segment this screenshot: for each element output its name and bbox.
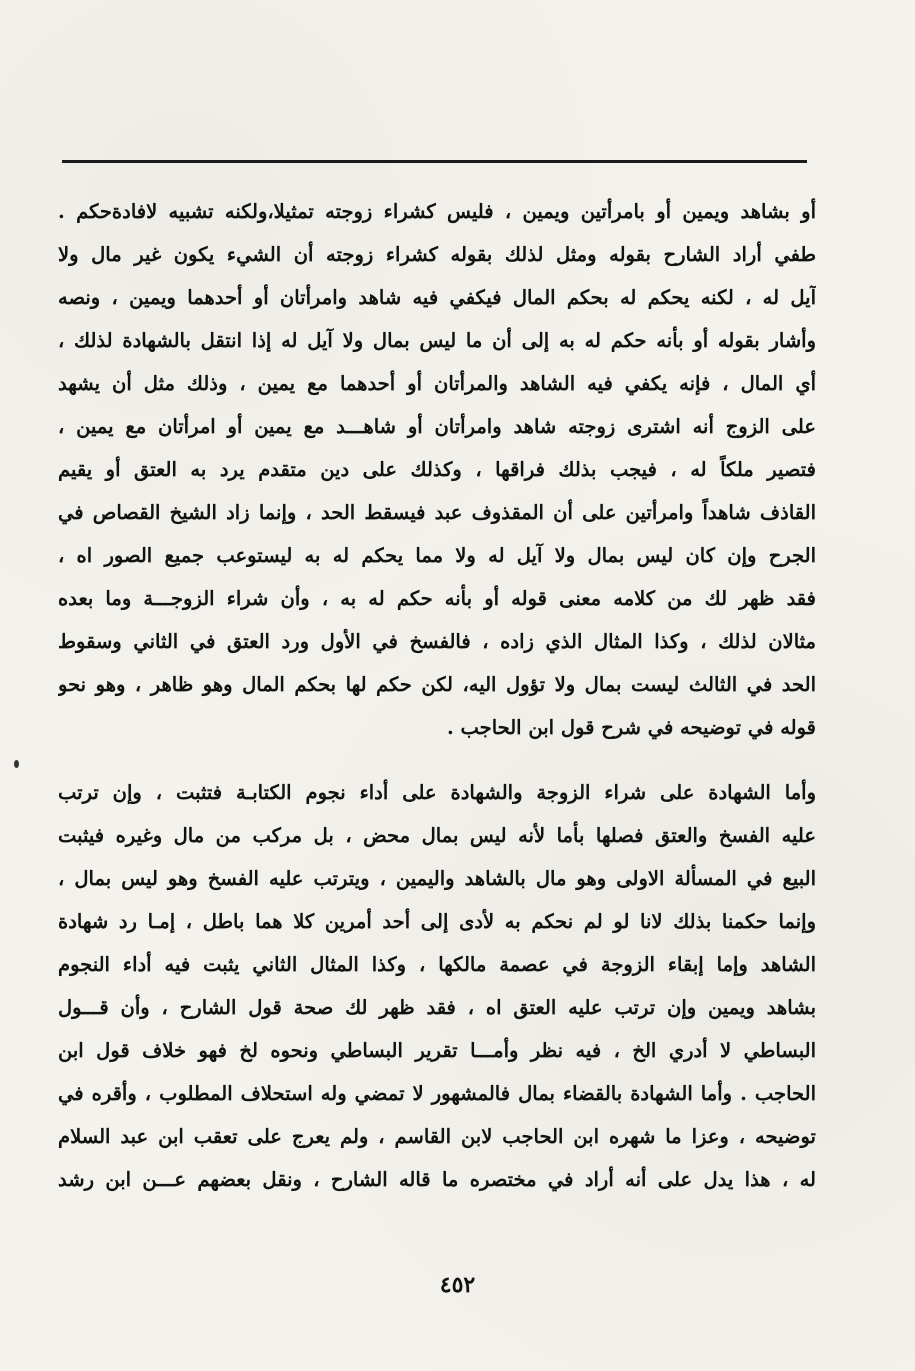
text-line: الجرح وإن كان ليس بمال ولا آيل له ولا مما يحكم له به ليستوعب جميع الصور اه ،	[58, 544, 816, 567]
page-body	[58, 190, 816, 1201]
paragraph-2	[58, 771, 816, 1201]
text-line: الحد في الثالث ليست بمال ولا تؤول اليه، لكن حكم لها بحكم المال وهو ظاهر ، وهو نحو	[58, 673, 816, 696]
text-line: مثالان لذلك ، وكذا المثال الذي زاده ، فالفسخ في الأول ورد العتق في الثاني وسقوط	[58, 630, 816, 653]
paragraph-1	[58, 190, 816, 749]
text-line: أو بشاهد ويمين أو بامرأتين ويمين ، فليس كشراء زوجته تمثيلا،ولكنه تشبيه لافادةحكم .	[58, 200, 816, 223]
text-line: الحاجب . وأما الشهادة بالقضاء بمال فالمشهور لا تمضي وله استحلاف المطلوب ، وأقره في	[58, 1082, 816, 1105]
text-line: توضيحه ، وعزا ما شهره ابن الحاجب لابن القاسم ، ولم يعرج على تعقب ابن عبد السلام	[58, 1125, 816, 1148]
scan-speck	[14, 760, 19, 768]
text-line: له ، هذا يدل على أنه أراد في مختصره ما قاله الشارح ، ونقل بعضهم عـــن ابن رشد	[58, 1168, 816, 1191]
page-number: ٤٥٢	[439, 1272, 476, 1298]
text-line: عليه الفسخ والعتق فصلها بأما لأنه ليس بمال محض ، بل مركب من مال وغيره فيثبت	[58, 824, 816, 847]
text-line: وأشار بقوله أو بأنه حكم له به إلى أن ما ليس بمال ولا آيل له إذا انتقل بالشهادة لذلك ،	[58, 329, 816, 352]
text-line: على الزوج أنه اشترى زوجته شاهد وامرأتان أو شاهـــد مع يمين أو امرأتان مع يمين ،	[58, 415, 816, 438]
text-line: بشاهد ويمين وإن ترتب عليه العتق اه ، فقد ظهر لك صحة قول الشارح ، وأن قـــول	[58, 996, 816, 1019]
text-line: البساطي لا أدري الخ ، فيه نظر وأمـــا تقرير البساطي ونحوه لخ فهو خلاف قول ابن	[58, 1039, 816, 1062]
text-line: القاذف شاهداً وامرأتين على أن المقذوف عبد فيسقط الحد ، وإنما زاد الشيخ القصاص في	[58, 501, 816, 524]
text-line: آيل له ، لكنه يحكم له بحكم المال فيكفي فيه شاهد وامرأتان أو أحدهما ويمين ، ونصه	[58, 286, 816, 309]
text-line: الشاهد وإما إبقاء الزوجة في عصمة مالكها ، وكذا المثال الثاني يثبت فيه أداء النجوم	[58, 953, 816, 976]
text-line: طفي أراد الشارح بقوله ومثل لذلك بقوله كشراء زوجته أن الشيء يكون غير مال ولا	[58, 243, 816, 266]
text-line: أي المال ، فإنه يكفي فيه الشاهد والمرأتان أو أحدهما مع يمين ، وذلك مثل أن يشهد	[58, 372, 816, 395]
text-line: فقد ظهر لك من كلامه معنى قوله أو بأنه حكم له به ، وأن شراء الزوجـــة وما بعده	[58, 587, 816, 610]
text-line: البيع في المسألة الاولى وهو مال بالشاهد واليمين ، ويترتب عليه الفسخ وهو ليس بمال ،	[58, 867, 816, 890]
header-rule	[62, 160, 807, 163]
paragraph-gap	[58, 749, 816, 771]
text-line: قوله في توضيحه في شرح قول ابن الحاجب .	[446, 716, 816, 739]
text-line: وأما الشهادة على شراء الزوجة والشهادة على أداء نجوم الكتابـة فتثبت ، وإن ترتب	[58, 781, 816, 804]
text-line: فتصير ملكاً له ، فيجب بذلك فراقها ، وكذلك على دين متقدم يرد به العتق أو يقيم	[58, 458, 816, 481]
text-line: وإنما حكمنا بذلك لانا لو لم نحكم به لأدى إلى أحد أمرين كلا هما باطل ، إمـا رد شهادة	[58, 910, 816, 933]
